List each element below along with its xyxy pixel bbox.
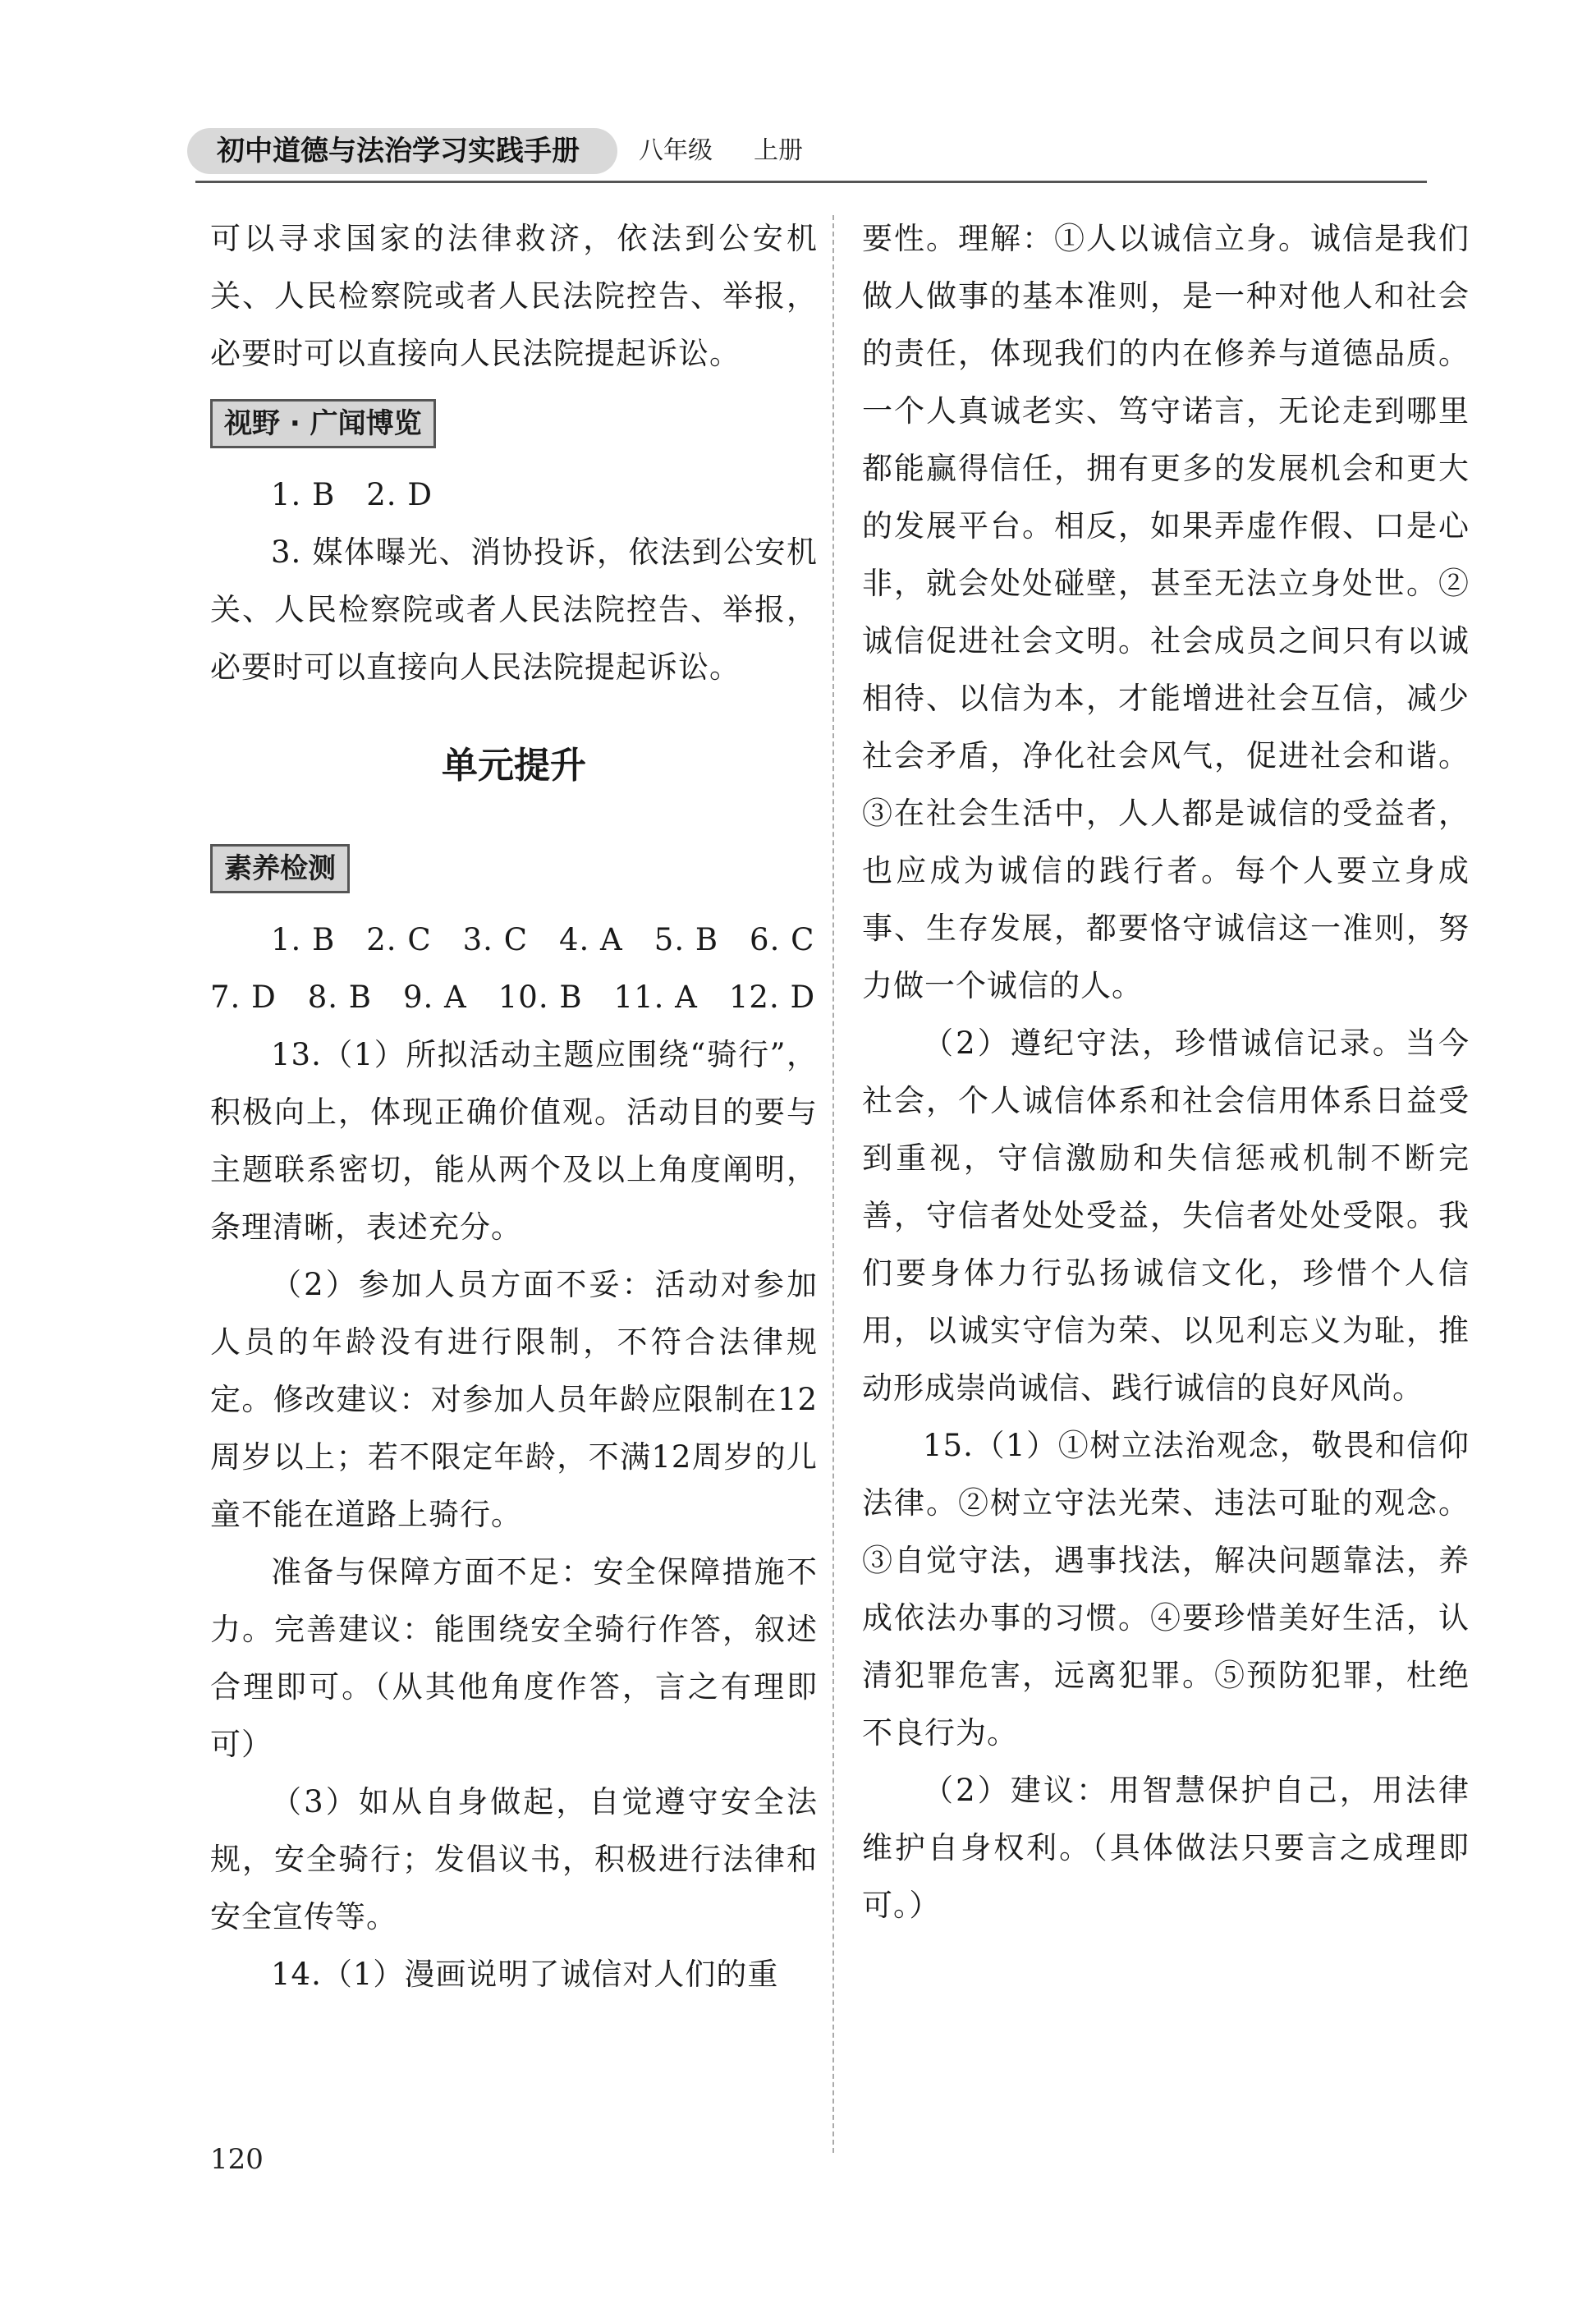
page-header bbox=[187, 123, 1435, 184]
q15-part-2: （2）建议：用智慧保护自己，用法律维护自身权利。（具体做法只要言之成理即可。） bbox=[862, 1773, 1470, 1923]
q13-part-3: （3）如从自身做起，自觉遵守安全法规，安全骑行；发倡议书，积极进行法律和安全宣传等。 bbox=[210, 1784, 818, 1934]
unit-title: 单元提升 bbox=[442, 745, 586, 787]
q14-part-2: （2）遵纪守法，珍惜诚信记录。当今社会，个人诚信体系和社会信用体系日益受到重视，守信激励和失信惩戒机制不断完善，守信者处处受益，失信者处处受限。我们要身体力行弘扬诚信文化，珍惜个人信用，以诚实守信为荣、以见利忘义为耻，推动形成崇尚诚信、践行诚信的良好风尚。 bbox=[862, 1026, 1470, 1406]
column-divider bbox=[832, 215, 834, 2153]
q13-part-2: （2）参加人员方面不妥：活动对参加人员的年龄没有进行限制，不符合法律规定。修改建议：对参加人员年龄应限制在12周岁以上；若不限定年龄，不满12周岁的儿童不能在道路上骑行。 bbox=[210, 1267, 818, 1532]
right-column bbox=[862, 210, 1470, 1934]
answers-1-2: 1. B 2. D bbox=[271, 477, 433, 512]
left-paragraph-1: 可以寻求国家的法律救济，依法到公安机关、人民检察院或者人民法院控告、举报，必要时可以直接向人民法院提起诉讼。 bbox=[210, 221, 818, 371]
section-label-vision: 视野 · 广闻博览 bbox=[210, 399, 436, 448]
grade-label: 八年级 bbox=[639, 136, 713, 165]
page-number: 120 bbox=[210, 2143, 264, 2176]
q13-part-2b: 准备与保障方面不足：安全保障措施不力。完善建议：能围绕安全骑行作答，叙述合理即可。（从其他角度作答，言之有理即可） bbox=[210, 1554, 818, 1762]
book-title: 初中道德与法治学习实践手册 bbox=[187, 128, 617, 174]
answers-row-2: 7. D 8. B 9. A 10. B 11. A 12. D bbox=[210, 980, 816, 1015]
volume-label: 上册 bbox=[754, 136, 803, 165]
answer-3: 3. 媒体曝光、消协投诉，依法到公安机关、人民检察院或者人民法院控告、举报，必要时可以直接向人民法院提起诉讼。 bbox=[210, 535, 818, 685]
q14-part-1-start: 14.（1）漫画说明了诚信对人们的重 bbox=[271, 1957, 779, 1992]
left-column bbox=[210, 210, 818, 2003]
section-label-literacy: 素养检测 bbox=[210, 844, 350, 893]
q13-part-1: 13.（1）所拟活动主题应围绕“骑行”，积极向上，体现正确价值观。活动目的要与主题联系密切，能从两个及以上角度阐明，条理清晰，表述充分。 bbox=[210, 1037, 818, 1245]
answers-row-1: 1. B 2. C 3. C 4. A 5. B 6. C bbox=[271, 922, 815, 957]
q15-part-1: 15.（1）①树立法治观念，敬畏和信仰法律。②树立守法光荣、违法可耻的观念。③自觉守法，遇事找法，解决问题靠法，养成依法办事的习惯。④要珍惜美好生活，认清犯罪危害，远离犯罪。⑤预防犯罪，杜绝不良行为。 bbox=[862, 1428, 1470, 1751]
header-rule bbox=[195, 181, 1427, 183]
q14-part-1-continued: 要性。理解：①人以诚信立身。诚信是我们做人做事的基本准则，是一种对他人和社会的责任，体现我们的内在修养与道德品质。一个人真诚老实、笃守诺言，无论走到哪里都能赢得信任，拥有更多的发展机会和更大的发展平台。相反，如果弄虚作假、口是心非，就会处处碰壁，甚至无法立身处世。②诚信促进社会文明。社会成员之间只有以诚相待、以信为本，才能增进社会互信，减少社会矛盾，净化社会风气，促进社会和谐。③在社会生活中，人人都是诚信的受益者，也应成为诚信的践行者。每个人要立身成事、生存发展，都要恪守诚信这一准则，努力做一个诚信的人。 bbox=[862, 221, 1470, 1003]
